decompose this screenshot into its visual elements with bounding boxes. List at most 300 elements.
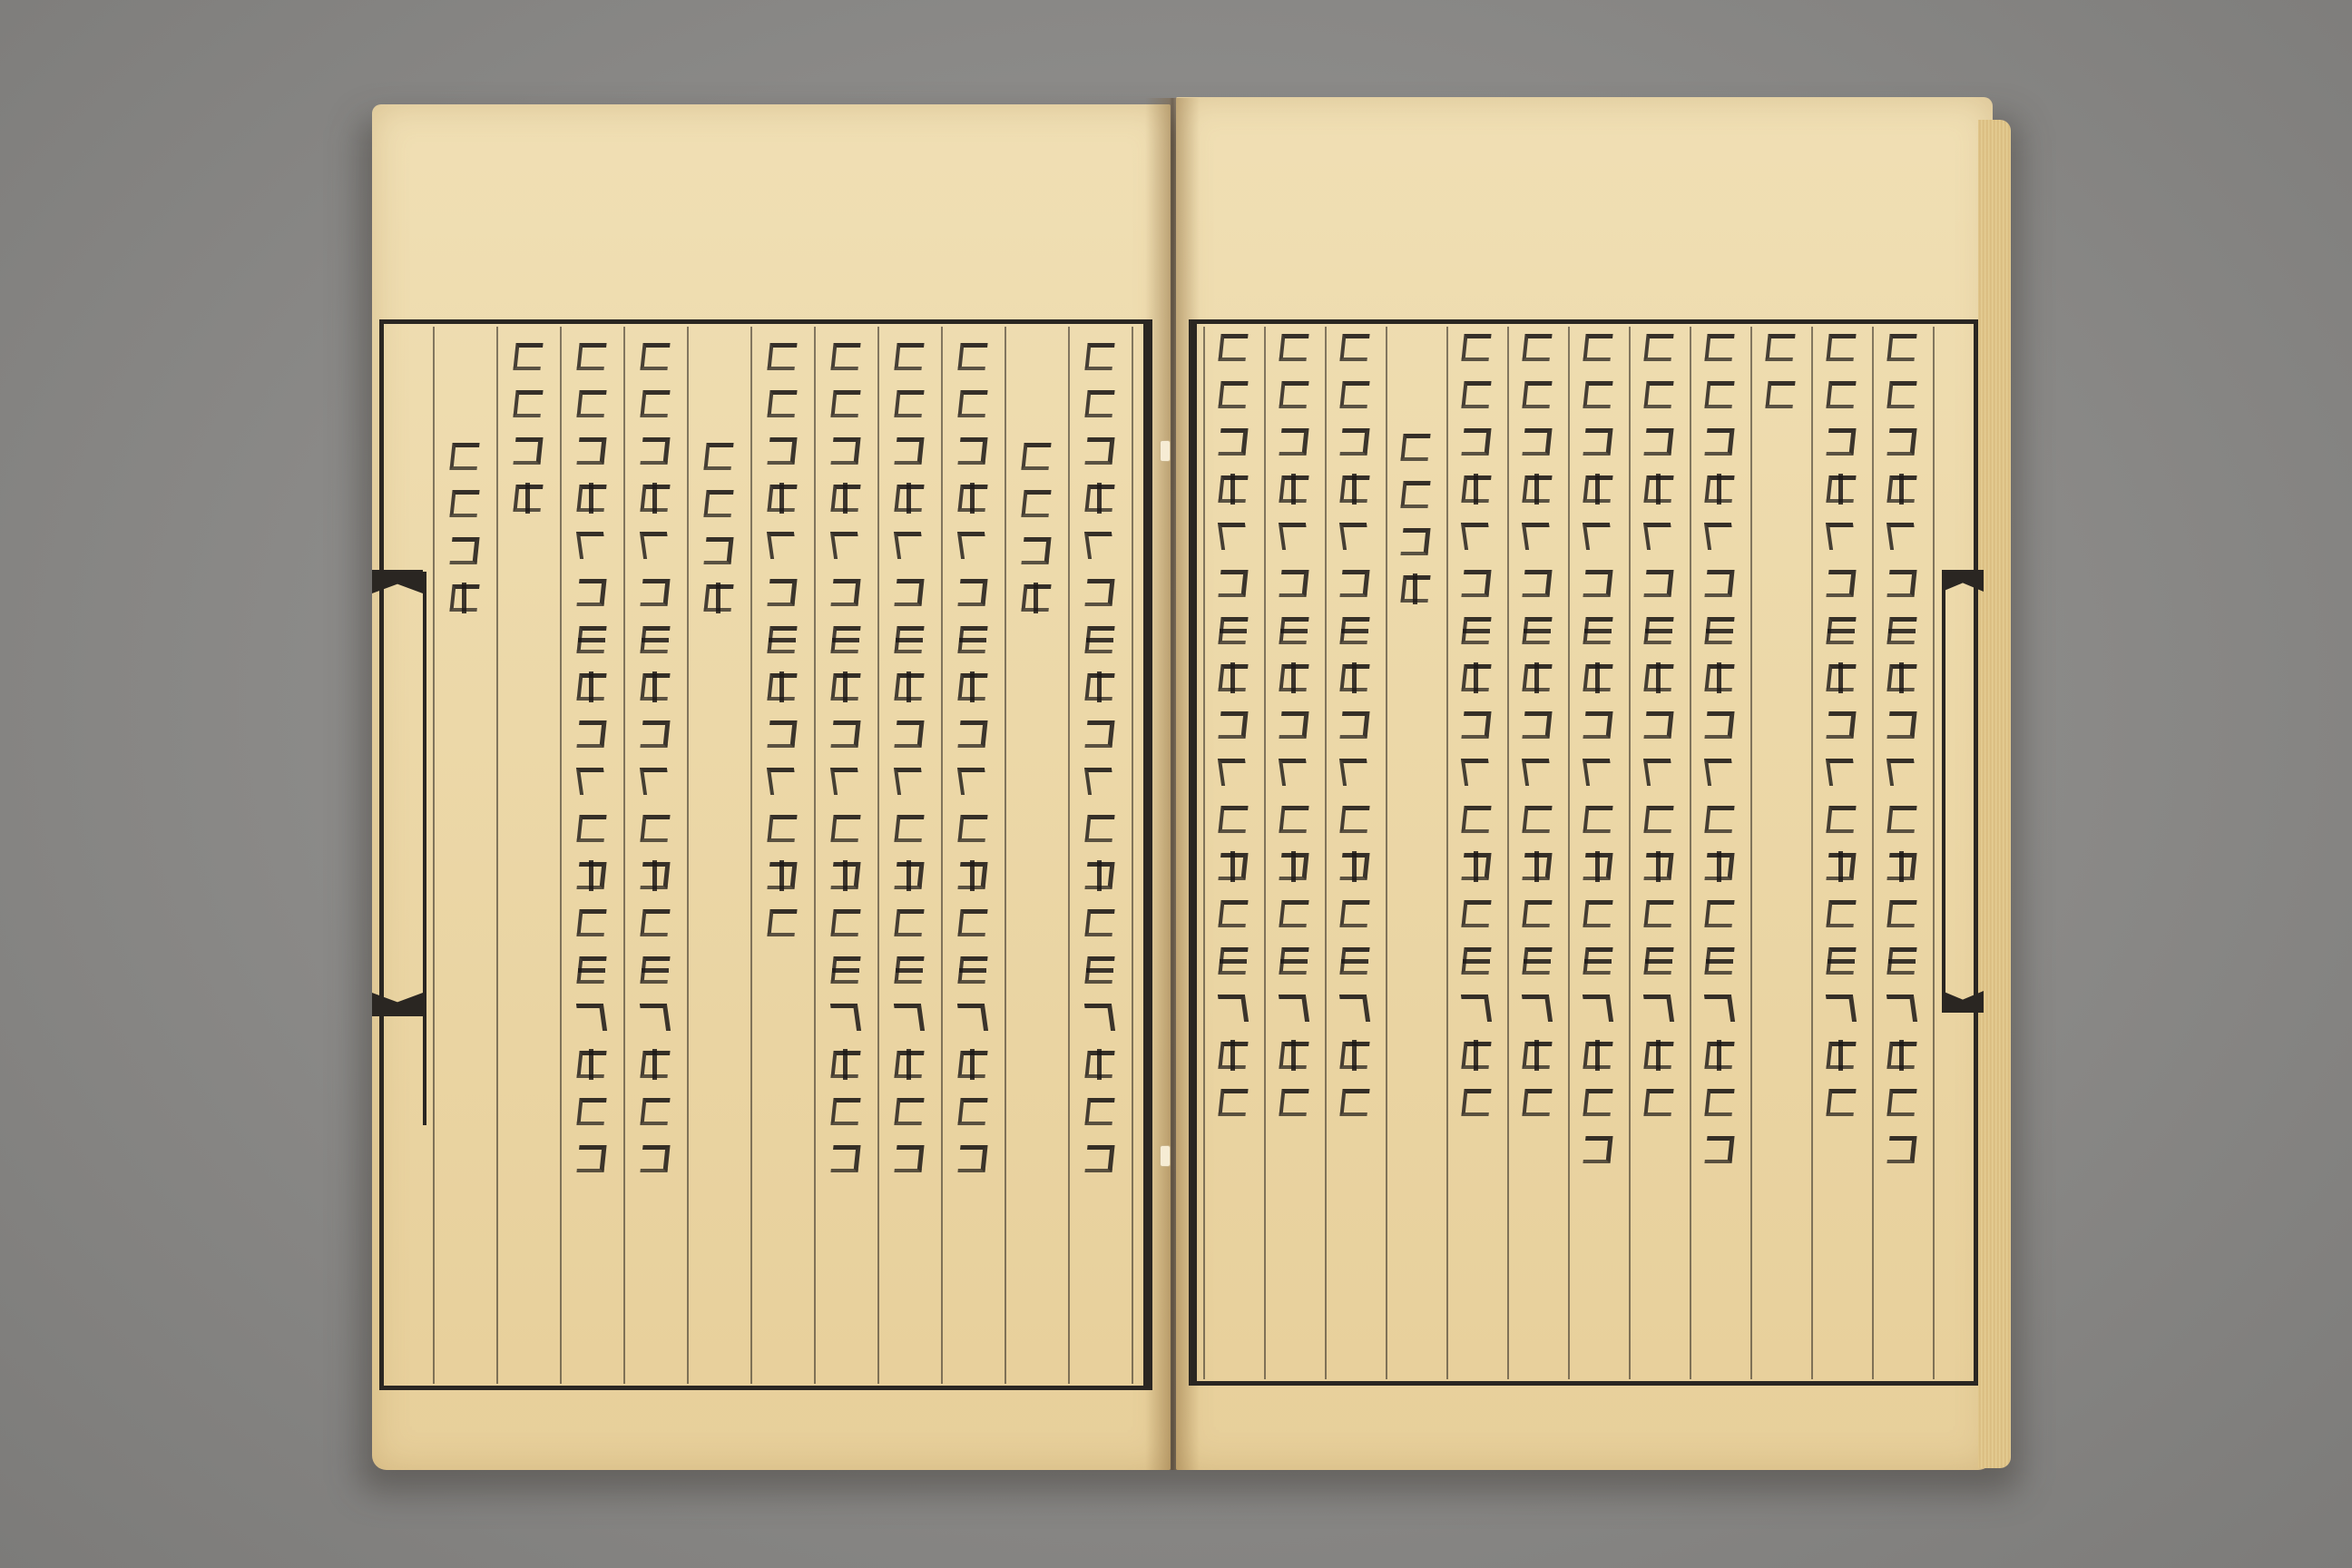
glyph: [954, 479, 992, 517]
glyph: [1518, 659, 1556, 697]
glyph: [1883, 800, 1921, 838]
glyph: [1883, 423, 1921, 461]
glyph: [954, 668, 992, 706]
glyph: [1214, 706, 1252, 744]
glyph: [1214, 564, 1252, 603]
glyph: [1579, 800, 1617, 838]
glyph: [1214, 659, 1252, 697]
glyph: [763, 338, 801, 376]
glyph: [1275, 659, 1313, 697]
glyph: [1700, 895, 1739, 933]
column-rule: [496, 327, 498, 1384]
glyph: [573, 1045, 611, 1083]
glyph: [636, 998, 674, 1036]
glyph: [890, 809, 928, 848]
glyph: [1883, 564, 1921, 603]
glyph: [1081, 809, 1119, 848]
glyph: [1081, 762, 1119, 800]
left-text-column: [1017, 437, 1055, 626]
glyph: [954, 998, 992, 1036]
glyph: [1700, 659, 1739, 697]
glyph: [509, 338, 547, 376]
glyph: [573, 385, 611, 423]
glyph: [827, 1093, 865, 1131]
glyph: [636, 668, 674, 706]
glyph: [1822, 564, 1860, 603]
glyph: [573, 338, 611, 376]
glyph: [1579, 1131, 1617, 1169]
glyph: [763, 573, 801, 612]
glyph: [890, 1140, 928, 1178]
glyph: [1457, 989, 1495, 1027]
glyph: [954, 857, 992, 895]
glyph: [1640, 989, 1678, 1027]
column-rule: [1811, 327, 1813, 1379]
glyph: [1457, 1083, 1495, 1122]
glyph: [1640, 800, 1678, 838]
glyph: [1396, 570, 1435, 608]
glyph: [1883, 1083, 1921, 1122]
glyph: [1579, 659, 1617, 697]
glyph: [573, 904, 611, 942]
glyph: [1640, 564, 1678, 603]
glyph: [890, 904, 928, 942]
column-rule: [1068, 327, 1070, 1384]
glyph: [1457, 848, 1495, 886]
glyph: [763, 762, 801, 800]
glyph: [636, 432, 674, 470]
glyph: [1700, 612, 1739, 650]
glyph: [1081, 1093, 1119, 1131]
glyph: [1579, 564, 1617, 603]
right-text-column: [1883, 328, 1921, 1178]
glyph: [890, 668, 928, 706]
glyph: [1336, 706, 1374, 744]
glyph: [827, 809, 865, 848]
glyph: [1700, 328, 1739, 367]
glyph: [1457, 376, 1495, 414]
glyph: [954, 1093, 992, 1131]
glyph: [1822, 895, 1860, 933]
glyph: [1700, 989, 1739, 1027]
right-text-column: [1700, 328, 1739, 1178]
glyph: [1640, 328, 1678, 367]
left-text-column: [636, 338, 674, 1187]
glyph: [1518, 423, 1556, 461]
glyph: [1518, 753, 1556, 791]
glyph: [763, 385, 801, 423]
column-rule: [1872, 327, 1874, 1379]
glyph: [573, 857, 611, 895]
glyph: [1822, 989, 1860, 1027]
glyph: [954, 951, 992, 989]
glyph: [1336, 517, 1374, 555]
glyph: [1275, 612, 1313, 650]
glyph: [636, 1140, 674, 1178]
glyph: [1457, 470, 1495, 508]
glyph: [1214, 612, 1252, 650]
glyph: [1579, 423, 1617, 461]
glyph: [509, 385, 547, 423]
glyph: [1640, 895, 1678, 933]
glyph: [700, 437, 738, 475]
glyph: [763, 479, 801, 517]
column-rule: [1325, 327, 1327, 1379]
glyph: [1275, 376, 1313, 414]
glyph: [827, 762, 865, 800]
glyph: [1214, 517, 1252, 555]
glyph: [1700, 800, 1739, 838]
glyph: [1518, 328, 1556, 367]
glyph: [1081, 951, 1119, 989]
glyph: [1214, 800, 1252, 838]
glyph: [1017, 532, 1055, 570]
glyph: [573, 951, 611, 989]
glyph: [1700, 706, 1739, 744]
column-rule: [1629, 327, 1631, 1379]
glyph: [827, 1140, 865, 1178]
glyph: [1081, 526, 1119, 564]
glyph: [1579, 942, 1617, 980]
glyph: [573, 526, 611, 564]
glyph: [1822, 706, 1860, 744]
glyph: [636, 385, 674, 423]
glyph: [1518, 376, 1556, 414]
glyph: [1579, 376, 1617, 414]
glyph: [954, 385, 992, 423]
glyph: [636, 857, 674, 895]
glyph: [763, 904, 801, 942]
glyph: [1700, 517, 1739, 555]
glyph: [1579, 848, 1617, 886]
column-rule: [560, 327, 562, 1384]
glyph: [954, 621, 992, 659]
glyph: [890, 526, 928, 564]
glyph: [954, 573, 992, 612]
glyph: [1336, 1083, 1374, 1122]
left-text-column: [827, 338, 865, 1187]
glyph: [1518, 612, 1556, 650]
glyph: [1579, 989, 1617, 1027]
glyph: [636, 1045, 674, 1083]
glyph: [1579, 1036, 1617, 1074]
column-rule: [814, 327, 816, 1384]
glyph: [1275, 1036, 1313, 1074]
glyph: [890, 573, 928, 612]
glyph: [1214, 376, 1252, 414]
left-text-column: [1081, 338, 1119, 1187]
glyph: [954, 904, 992, 942]
glyph: [636, 526, 674, 564]
glyph: [1396, 523, 1435, 561]
glyph: [1081, 1045, 1119, 1083]
glyph: [1822, 1083, 1860, 1122]
glyph: [1822, 328, 1860, 367]
glyph: [1336, 989, 1374, 1027]
column-rule: [1446, 327, 1448, 1379]
glyph: [1081, 1140, 1119, 1178]
column-rule: [1132, 327, 1133, 1384]
right-text-column: [1761, 328, 1799, 423]
glyph: [890, 338, 928, 376]
glyph: [573, 715, 611, 753]
left-text-column: [573, 338, 611, 1187]
glyph: [1457, 1036, 1495, 1074]
glyph: [1214, 753, 1252, 791]
glyph: [890, 1093, 928, 1131]
glyph: [573, 1093, 611, 1131]
glyph: [1883, 706, 1921, 744]
glyph: [1700, 1083, 1739, 1122]
left-text-column: [763, 338, 801, 951]
glyph: [1275, 989, 1313, 1027]
right-text-column: [1640, 328, 1678, 1131]
glyph: [1518, 989, 1556, 1027]
glyph: [1396, 428, 1435, 466]
glyph: [1081, 385, 1119, 423]
glyph: [446, 485, 484, 523]
glyph: [1518, 1083, 1556, 1122]
column-rule: [1203, 327, 1205, 1379]
right-text-column: [1396, 428, 1435, 617]
glyph: [1457, 753, 1495, 791]
column-rule: [750, 327, 752, 1384]
glyph: [1883, 517, 1921, 555]
glyph: [1822, 848, 1860, 886]
glyph: [1336, 423, 1374, 461]
glyph: [1336, 612, 1374, 650]
glyph: [1081, 904, 1119, 942]
glyph: [1214, 423, 1252, 461]
glyph: [1640, 1083, 1678, 1122]
glyph: [1336, 1036, 1374, 1074]
glyph: [1518, 848, 1556, 886]
glyph: [1883, 895, 1921, 933]
right-text-column: [1822, 328, 1860, 1131]
glyph: [827, 432, 865, 470]
glyph: [573, 1140, 611, 1178]
glyph: [1457, 612, 1495, 650]
glyph: [1822, 1036, 1860, 1074]
glyph: [827, 573, 865, 612]
glyph: [1275, 423, 1313, 461]
glyph: [446, 437, 484, 475]
glyph: [1214, 942, 1252, 980]
glyph: [1822, 612, 1860, 650]
glyph: [1214, 1036, 1252, 1074]
glyph: [1396, 475, 1435, 514]
glyph: [954, 762, 992, 800]
glyph: [763, 432, 801, 470]
glyph: [763, 668, 801, 706]
glyph: [636, 715, 674, 753]
left-text-column: [890, 338, 928, 1187]
glyph: [509, 432, 547, 470]
glyph: [1518, 517, 1556, 555]
glyph: [1822, 659, 1860, 697]
glyph: [1640, 423, 1678, 461]
glyph: [1275, 942, 1313, 980]
glyph: [1883, 753, 1921, 791]
glyph: [1518, 800, 1556, 838]
glyph: [1457, 517, 1495, 555]
glyph: [1336, 895, 1374, 933]
glyph: [573, 998, 611, 1036]
column-rule: [1507, 327, 1509, 1379]
glyph: [636, 338, 674, 376]
glyph: [890, 951, 928, 989]
glyph: [1822, 800, 1860, 838]
glyph: [1457, 942, 1495, 980]
glyph: [1640, 706, 1678, 744]
glyph: [1214, 470, 1252, 508]
glyph: [827, 621, 865, 659]
glyph: [827, 668, 865, 706]
glyph: [636, 809, 674, 848]
glyph: [446, 579, 484, 617]
glyph: [827, 715, 865, 753]
glyph: [1883, 470, 1921, 508]
glyph: [1761, 376, 1799, 414]
glyph: [636, 573, 674, 612]
right-text-column: [1579, 328, 1617, 1178]
glyph: [1700, 470, 1739, 508]
glyph: [1081, 479, 1119, 517]
column-rule: [623, 327, 625, 1384]
glyph: [1579, 1083, 1617, 1122]
glyph: [1822, 376, 1860, 414]
glyph: [1579, 328, 1617, 367]
glyph: [763, 809, 801, 848]
glyph: [636, 621, 674, 659]
glyph: [1700, 423, 1739, 461]
column-rule: [1264, 327, 1266, 1379]
glyph: [1822, 423, 1860, 461]
glyph: [1700, 753, 1739, 791]
glyph: [1457, 564, 1495, 603]
glyph: [1700, 1131, 1739, 1169]
glyph: [1883, 848, 1921, 886]
glyph: [827, 857, 865, 895]
glyph: [573, 573, 611, 612]
glyph: [1275, 895, 1313, 933]
glyph: [890, 479, 928, 517]
glyph: [1883, 328, 1921, 367]
glyph: [573, 668, 611, 706]
glyph: [1081, 573, 1119, 612]
glyph: [1579, 895, 1617, 933]
glyph: [446, 532, 484, 570]
glyph: [1275, 706, 1313, 744]
glyph: [890, 715, 928, 753]
glyph: [1275, 517, 1313, 555]
glyph: [1214, 895, 1252, 933]
glyph: [1822, 753, 1860, 791]
glyph: [1275, 800, 1313, 838]
glyph: [1883, 942, 1921, 980]
glyph: [827, 479, 865, 517]
glyph: [1579, 612, 1617, 650]
glyph: [1081, 998, 1119, 1036]
glyph: [1457, 423, 1495, 461]
glyph: [1579, 753, 1617, 791]
glyph: [1457, 659, 1495, 697]
column-rule: [877, 327, 879, 1384]
glyph: [1336, 376, 1374, 414]
glyph: [1457, 895, 1495, 933]
glyph: [1700, 376, 1739, 414]
glyph: [763, 857, 801, 895]
glyph: [1336, 753, 1374, 791]
left-text-column: [509, 338, 547, 526]
glyph: [1640, 376, 1678, 414]
glyph: [1081, 338, 1119, 376]
glyph: [1214, 1083, 1252, 1122]
glyph: [1640, 659, 1678, 697]
glyph: [1883, 1036, 1921, 1074]
glyph: [763, 526, 801, 564]
left-text-column: [446, 437, 484, 626]
glyph: [1457, 706, 1495, 744]
glyph: [954, 432, 992, 470]
binding-stitch: [1160, 440, 1171, 462]
glyph: [1518, 470, 1556, 508]
glyph: [1640, 848, 1678, 886]
column-rule: [941, 327, 943, 1384]
glyph: [954, 1045, 992, 1083]
glyph: [890, 385, 928, 423]
glyph: [827, 904, 865, 942]
glyph: [763, 621, 801, 659]
glyph: [1081, 857, 1119, 895]
glyph: [1081, 668, 1119, 706]
glyph: [827, 385, 865, 423]
glyph: [827, 998, 865, 1036]
glyph: [1017, 437, 1055, 475]
glyph: [954, 338, 992, 376]
glyph: [1081, 621, 1119, 659]
glyph: [573, 432, 611, 470]
binding-stitch: [1160, 1145, 1171, 1167]
glyph: [1017, 579, 1055, 617]
glyph: [890, 432, 928, 470]
glyph: [573, 479, 611, 517]
glyph: [1275, 753, 1313, 791]
glyph: [1518, 706, 1556, 744]
right-text-column: [1457, 328, 1495, 1131]
glyph: [1822, 517, 1860, 555]
glyph: [1518, 895, 1556, 933]
glyph: [1640, 612, 1678, 650]
left-text-column: [700, 437, 738, 626]
left-fore-edge-tab: [372, 572, 426, 1125]
glyph: [573, 809, 611, 848]
column-rule: [1690, 327, 1691, 1379]
glyph: [1336, 564, 1374, 603]
column-rule: [1568, 327, 1570, 1379]
glyph: [1883, 612, 1921, 650]
glyph: [573, 762, 611, 800]
glyph: [1275, 1083, 1313, 1122]
glyph: [1214, 989, 1252, 1027]
column-rule: [1933, 327, 1935, 1379]
glyph: [1700, 848, 1739, 886]
glyph: [827, 526, 865, 564]
glyph: [1700, 942, 1739, 980]
glyph: [700, 579, 738, 617]
column-rule: [687, 327, 689, 1384]
right-text-column: [1214, 328, 1252, 1131]
